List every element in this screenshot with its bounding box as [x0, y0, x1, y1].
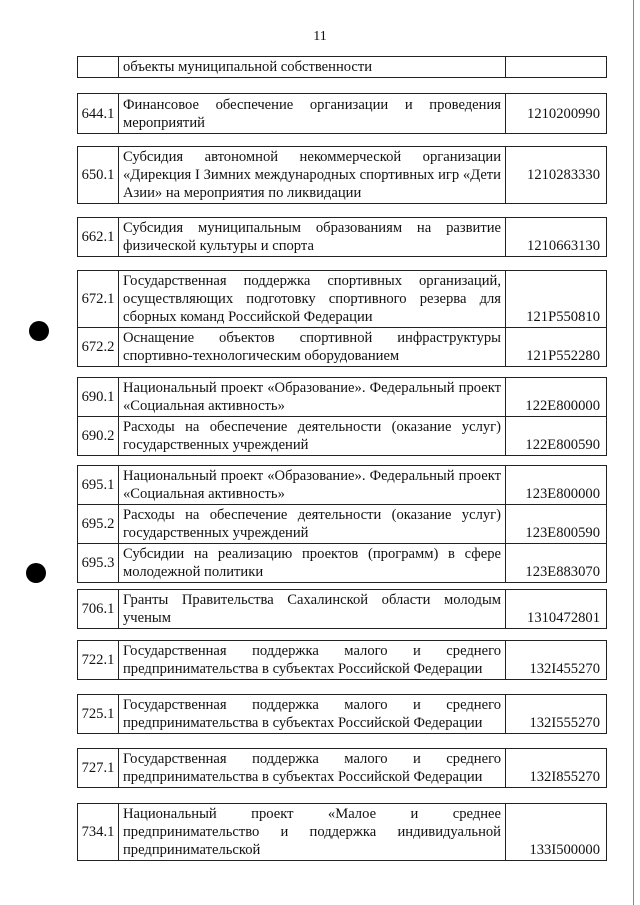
- punch-hole-dot: [26, 563, 46, 583]
- table-row: [78, 147, 607, 204]
- row-kbk: 132I855270: [506, 749, 607, 788]
- table-row: [78, 544, 607, 583]
- row-kbk: 122E800590: [506, 417, 607, 456]
- table-row: [78, 641, 607, 680]
- table-block: [77, 146, 607, 204]
- row-name: Государственная поддержка малого и среднего предпринимательства в субъектах Российской Федерации: [119, 641, 506, 680]
- row-code: 725.1: [78, 695, 119, 734]
- row-kbk: 123E883070: [506, 544, 607, 583]
- row-code: [78, 57, 119, 78]
- row-name: Расходы на обеспечение деятельности (оказание услуг) государственных учреждений: [119, 417, 506, 456]
- row-code: 690.1: [78, 378, 119, 417]
- scan-edge-line: [633, 0, 634, 905]
- row-code: 662.1: [78, 218, 119, 257]
- row-name: Государственная поддержка малого и среднего предпринимательства в субъектах Российской Федерации: [119, 695, 506, 734]
- row-name: Оснащение объектов спортивной инфраструктуры спортивно-технологическим оборудованием: [119, 328, 506, 367]
- row-kbk: 1210663130: [506, 218, 607, 257]
- table-row: [78, 57, 607, 78]
- row-kbk: 132I455270: [506, 641, 607, 680]
- table-row: [78, 94, 607, 134]
- table-row: [78, 218, 607, 257]
- row-code: 690.2: [78, 417, 119, 456]
- row-name: Субсидия автономной некоммерческой организации «Дирекция I Зимних международных спортивных игр «Дети Азии» на мероприятия по ликвидации: [119, 147, 506, 204]
- row-kbk: 121P550810: [506, 271, 607, 328]
- row-code: 672.2: [78, 328, 119, 367]
- table-block: [77, 93, 607, 134]
- row-name: Национальный проект «Малое и среднее предпринимательство и поддержка индивидуальной предпринимательской: [119, 804, 506, 861]
- table-block: [77, 694, 607, 734]
- row-name: Национальный проект «Образование». Федеральный проект «Социальная активность»: [119, 466, 506, 505]
- row-name: Гранты Правительства Сахалинской области молодым ученым: [119, 590, 506, 629]
- row-name: Национальный проект «Образование». Федеральный проект «Социальная активность»: [119, 378, 506, 417]
- row-name: Субсидия муниципальным образованиям на развитие физической культуры и спорта: [119, 218, 506, 257]
- table-row: [78, 378, 607, 417]
- table-row: [78, 505, 607, 544]
- row-code: 644.1: [78, 94, 119, 134]
- table-row: [78, 804, 607, 861]
- row-kbk: [506, 57, 607, 78]
- row-code: 672.1: [78, 271, 119, 328]
- row-code: 695.1: [78, 466, 119, 505]
- row-name: Государственная поддержка малого и среднего предпринимательства в субъектах Российской Федерации: [119, 749, 506, 788]
- row-code: 734.1: [78, 804, 119, 861]
- row-code: 650.1: [78, 147, 119, 204]
- row-kbk: 132I555270: [506, 695, 607, 734]
- row-code: 727.1: [78, 749, 119, 788]
- row-kbk: 123E800590: [506, 505, 607, 544]
- row-name: объекты муниципальной собственности: [119, 57, 506, 78]
- table-block: [77, 589, 607, 629]
- table-row: [78, 271, 607, 328]
- table-block: [77, 803, 607, 861]
- row-code: 706.1: [78, 590, 119, 629]
- table-block: [77, 56, 607, 78]
- table-block: [77, 748, 607, 788]
- row-kbk: 121P552280: [506, 328, 607, 367]
- row-kbk: 123E800000: [506, 466, 607, 505]
- row-code: 695.3: [78, 544, 119, 583]
- row-kbk: 133I500000: [506, 804, 607, 861]
- table-block: [77, 217, 607, 257]
- table-row: [78, 328, 607, 367]
- punch-hole-dot: [29, 321, 49, 341]
- row-name: Расходы на обеспечение деятельности (оказание услуг) государственных учреждений: [119, 505, 506, 544]
- row-kbk: 1210283330: [506, 147, 607, 204]
- table-block: [77, 465, 607, 583]
- row-kbk: 1310472801: [506, 590, 607, 629]
- table-row: [78, 749, 607, 788]
- row-kbk: 122E800000: [506, 378, 607, 417]
- table-row: [78, 695, 607, 734]
- row-name: Государственная поддержка спортивных организаций, осуществляющих подготовку спортивного резерва для сборных команд Российской Федерации: [119, 271, 506, 328]
- table-block: [77, 377, 607, 456]
- row-name: Субсидии на реализацию проектов (программ) в сфере молодежной политики: [119, 544, 506, 583]
- row-name: Финансовое обеспечение организации и проведения мероприятий: [119, 94, 506, 134]
- page-number: 11: [313, 29, 327, 44]
- table-block: [77, 270, 607, 367]
- table-row: [78, 466, 607, 505]
- table-block: [77, 640, 607, 680]
- row-code: 695.2: [78, 505, 119, 544]
- table-row: [78, 417, 607, 456]
- row-kbk: 1210200990: [506, 94, 607, 134]
- table-row: [78, 590, 607, 629]
- row-code: 722.1: [78, 641, 119, 680]
